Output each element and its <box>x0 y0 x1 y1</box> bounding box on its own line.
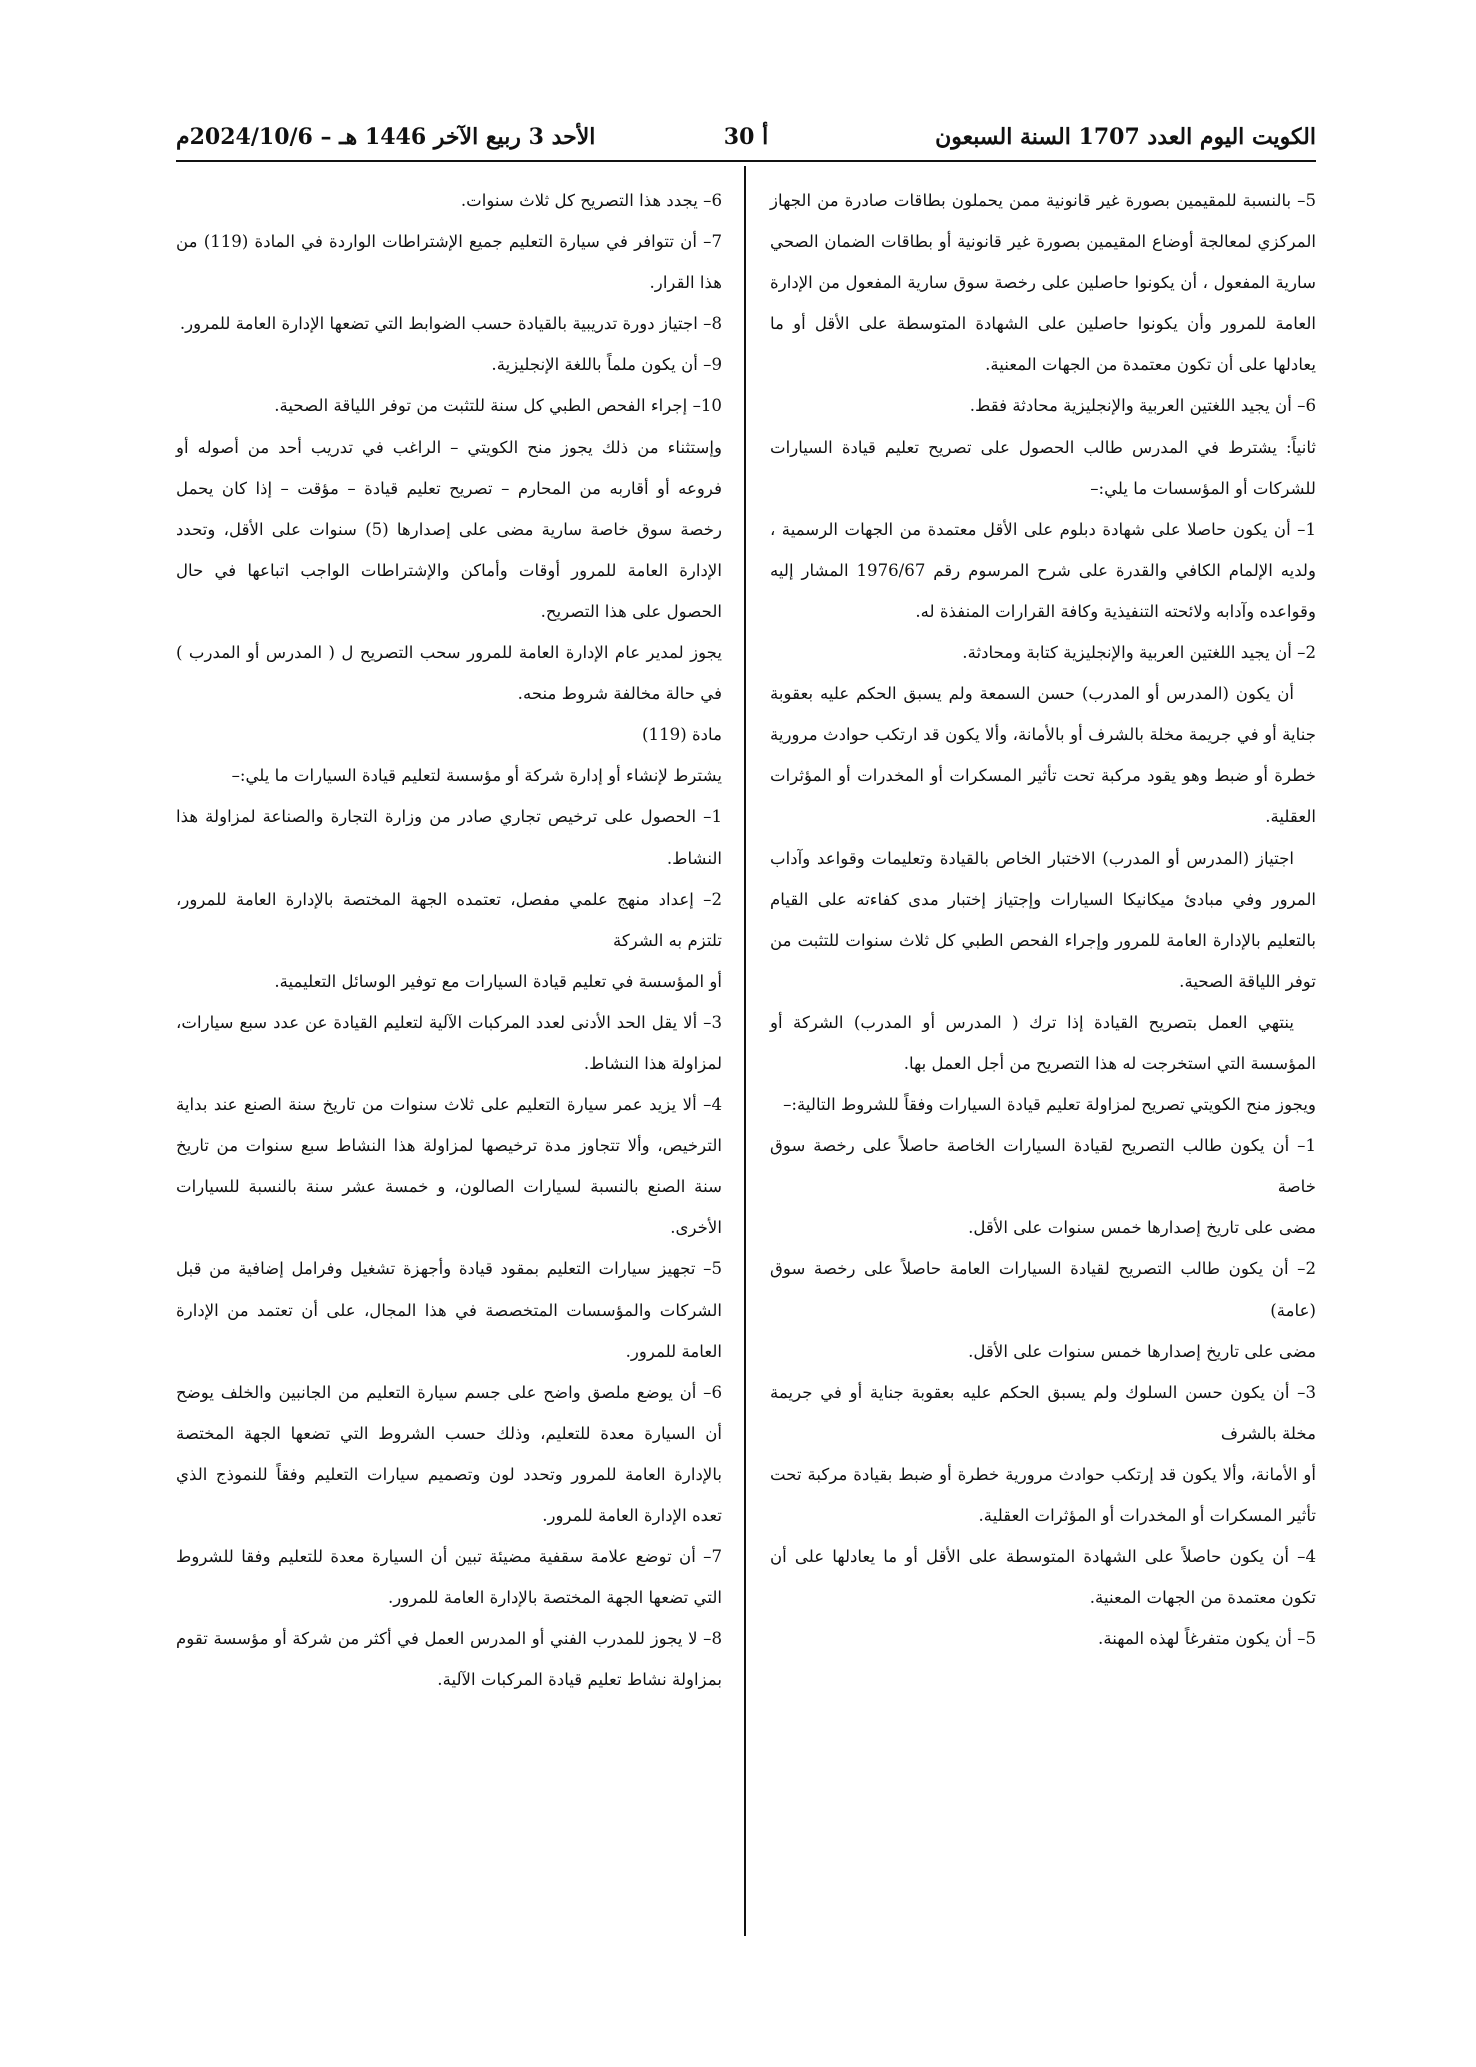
paragraph: 8– لا يجوز للمدرب الفني أو المدرس العمل في أكثر من شركة أو مؤسسة تقوم بمزاولة نشاط تعليم قيادة المركبات الآلية. <box>176 1629 722 1690</box>
paragraph: 2– أن يكون طالب التصريح لقيادة السيارات العامة حاصلاً على رخصة سوق (عامة) <box>770 1259 1316 1320</box>
paragraph: 5– أن يكون متفرغاً لهذه المهنة. <box>1098 1629 1316 1649</box>
paragraph: 7– أن توضع علامة سقفية مضيئة تبين أن السيارة معدة للتعليم وفقا للشروط التي تضعها الجهة المختصة بالإدارة العامة للمرور. <box>176 1547 722 1608</box>
paragraph: يشترط لإنشاء أو إدارة شركة أو مؤسسة لتعليم قيادة السيارات ما يلي:– <box>231 766 722 786</box>
paragraph: 7– أن تتوافر في سيارة التعليم جميع الإشتراطات الواردة في المادة (119) من هذا القرار. <box>176 232 722 293</box>
paragraph: ينتهي العمل بتصريح القيادة إذا ترك ( المدرس أو المدرب) الشركة أو المؤسسة التي استخرجت له هذا التصريح من أجل العمل بها. <box>770 1012 1316 1073</box>
paragraph: 1– أن يكون طالب التصريح لقيادة السيارات الخاصة حاصلاً على رخصة سوق خاصة <box>770 1136 1316 1197</box>
paragraph: 2– أن يجيد اللغتين العربية والإنجليزية كتابة ومحادثة. <box>962 643 1316 663</box>
right-column <box>770 180 1316 1659</box>
left-column <box>176 180 722 1700</box>
paragraph: 4– ألا يزيد عمر سيارة التعليم على ثلاث سنوات من تاريخ سنة الصنع عند بداية الترخيص، وألا تتجاوز مدة ترخيصها لمزاولة هذا النشاط سبع سنوات من تاريخ سنة الصنع بالنسبة لسيارات الصالون، و خمسة عشر سنة بالنسبة للسيارات الأخرى. <box>176 1095 722 1238</box>
paragraph: اجتياز (المدرس أو المدرب) الاختبار الخاص بالقيادة وتعليمات وقواعد وآداب المرور وفي مبادئ ميكانيكا السيارات وإجتياز إختبار مدى كفاءته على القيام بالتعليم بالإدارة العامة للمرور وإجراء الفحص الطبي كل ثلاث سنوات للتثبت من توفر اللياقة الصحية. <box>770 848 1316 991</box>
paragraph: 5– تجهيز سيارات التعليم بمقود قيادة وأجهزة تشغيل وفرامل إضافية من قبل الشركات والمؤسسات المتخصصة في هذا المجال، على أن تعتمد من الإدارة العامة للمرور. <box>176 1259 722 1361</box>
paragraph: 1– أن يكون حاصلا على شهادة دبلوم على الأقل معتمدة من الجهات الرسمية ، ولديه الإلمام الكافي والقدرة على شرح المرسوم رقم 1976/67 المشار إليه وقواعده وآدابه ولائحته التنفيذية وكافة القرارات المنفذة له. <box>770 519 1316 621</box>
paragraph: يجوز لمدير عام الإدارة العامة للمرور سحب التصريح ل ( المدرس أو المدرب ) في حالة مخالفة شروط منحه. <box>176 643 722 704</box>
paragraph: ثانياً: يشترط في المدرس طالب الحصول على تصريح تعليم قيادة السيارات للشركات أو المؤسسات ما يلي:– <box>770 437 1316 498</box>
paragraph: ويجوز منح الكويتي تصريح لمزاولة تعليم قيادة السيارات وفقاً للشروط التالية:– <box>783 1095 1316 1115</box>
paragraph: مضى على تاريخ إصدارها خمس سنوات على الأقل. <box>968 1341 1316 1361</box>
paragraph: 3– ألا يقل الحد الأدنى لعدد المركبات الآلية لتعليم القيادة عن عدد سبع سيارات، لمزاولة هذا النشاط. <box>176 1012 722 1073</box>
header-page-number: أ 30 <box>723 124 769 150</box>
paragraph: وإستثناء من ذلك يجوز منح الكويتي – الراغب في تدريب أحد من أصوله أو فروعه أو أقاربه من المحارم – تصريح تعليم قيادة – مؤقت – إذا كان يحمل رخصة سوق خاصة سارية مضى على إصدارها (5) سنوات على الأقل، وتحدد الإدارة العامة للمرور أوقات وأماكن والإشتراطات الواجب اتباعها في حال الحصول على هذا التصريح. <box>176 437 722 621</box>
paragraph: 5– بالنسبة للمقيمين بصورة غير قانونية ممن يحملون بطاقات صادرة من الجهاز المركزي لمعالجة أوضاع المقيمين بصورة غير قانونية أو بطاقات الضمان الصحي سارية المفعول ، أن يكونوا حاصلين على رخصة سوق سارية المفعول من الإدارة العامة للمرور وأن يكونوا حاصلين على الشهادة المتوسطة على الأقل أو ما يعادلها على أن تكون معتمدة من الجهات المعنية. <box>770 191 1316 375</box>
paragraph: أو الأمانة، وألا يكون قد إرتكب حوادث مرورية خطرة أو ضبط بقيادة مركبة تحت تأثير المسكرات أو المخدرات أو المؤثرات العقلية. <box>770 1464 1316 1525</box>
header-date: الأحد 3 ربيع الآخر 1446 هـ – 2024/10/6م <box>176 124 596 150</box>
paragraph: 10– إجراء الفحص الطبي كل سنة للتثبت من توفر اللياقة الصحية. <box>274 396 722 416</box>
paragraph: 2– إعداد منهج علمي مفصل، تعتمده الجهة المختصة بالإدارة العامة للمرور، تلتزم به الشركة <box>176 889 722 950</box>
header-issue: الكويت اليوم العدد 1707 السنة السبعون <box>935 124 1316 150</box>
paragraph: 6– أن يجيد اللغتين العربية والإنجليزية محادثة فقط. <box>969 396 1316 416</box>
column-divider <box>744 166 746 1936</box>
paragraph: 6– أن يوضع ملصق واضح على جسم سيارة التعليم من الجانبين والخلف يوضح أن السيارة معدة للتعليم، وذلك حسب الشروط التي تضعها الجهة المختصة بالإدارة العامة للمرور وتحدد لون وتصميم سيارات التعليم وفقاً للنموذج الذي تعده الإدارة العامة للمرور. <box>176 1382 722 1525</box>
article-heading: مادة (119) <box>642 725 722 745</box>
header-rule <box>176 160 1316 162</box>
paragraph: 1– الحصول على ترخيص تجاري صادر من وزارة التجارة والصناعة لمزاولة هذا النشاط. <box>176 807 722 868</box>
paragraph: أن يكون (المدرس أو المدرب) حسن السمعة ولم يسبق الحكم عليه بعقوبة جناية أو في جريمة مخلة بالشرف أو بالأمانة، وألا يكون قد ارتكب حوادث مرورية خطرة أو ضبط وهو يقود مركبة تحت تأثير المسكرات أو المخدرات أو المؤثرات العقلية. <box>770 684 1316 827</box>
paragraph: 6– يجدد هذا التصريح كل ثلاث سنوات. <box>460 191 722 210</box>
paragraph: مضى على تاريخ إصدارها خمس سنوات على الأقل. <box>968 1218 1316 1238</box>
paragraph: أو المؤسسة في تعليم قيادة السيارات مع توفير الوسائل التعليمية. <box>274 971 722 991</box>
page-header <box>176 118 1316 158</box>
paragraph: 4– أن يكون حاصلاً على الشهادة المتوسطة على الأقل أو ما يعادلها على أن تكون معتمدة من الجهات المعنية. <box>770 1547 1316 1608</box>
paragraph: 8– اجتياز دورة تدريبية بالقيادة حسب الضوابط التي تضعها الإدارة العامة للمرور. <box>179 314 722 334</box>
paragraph: 9– أن يكون ملماً باللغة الإنجليزية. <box>491 355 722 375</box>
paragraph: 3– أن يكون حسن السلوك ولم يسبق الحكم عليه بعقوبة جناية أو في جريمة مخلة بالشرف <box>770 1382 1316 1443</box>
